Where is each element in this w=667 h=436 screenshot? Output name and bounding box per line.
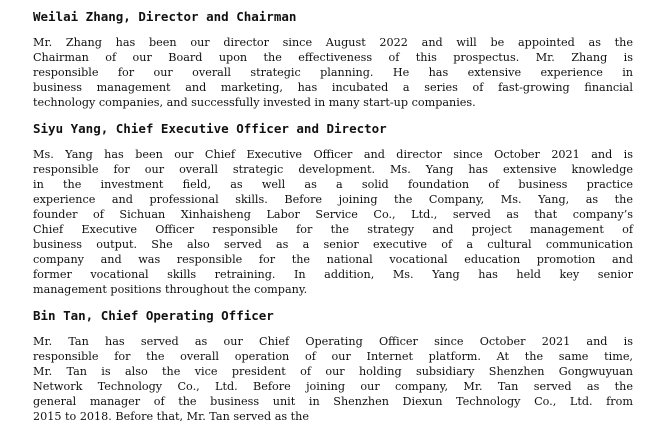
paragraph-line: Mr. Tan has served as our Chief Operating Officer since October 2021 and is <box>33 335 633 348</box>
paragraph-line: Mr. Zhang has been our director since August 2022 and will be appointed as the <box>33 36 633 49</box>
bio-paragraph <box>33 147 633 297</box>
paragraph-line: founder of Sichuan Xinhaisheng Labor Service Co., Ltd., served as that company’s <box>33 208 633 221</box>
section-heading: Siyu Yang, Chief Executive Officer and Director <box>33 121 387 136</box>
paragraph-line: in the investment field, as well as a solid foundation of business practice <box>33 178 633 191</box>
paragraph-line: company and was responsible for the national vocational education promotion and <box>33 253 633 266</box>
document-body <box>33 8 633 424</box>
paragraph-line: experience and professional skills. Before joining the Company, Ms. Yang, as the <box>33 193 633 206</box>
paragraph-line: Network Technology Co., Ltd. Before joining our company, Mr. Tan served as the <box>33 380 633 393</box>
paragraph-line: former vocational skills retraining. In addition, Ms. Yang has held key senior <box>33 268 633 281</box>
paragraph-line: responsible for our overall strategic development. Ms. Yang has extensive knowledge <box>33 163 633 176</box>
paragraph-line: management positions throughout the company. <box>33 283 308 296</box>
paragraph-line: responsible for the overall operation of our Internet platform. At the same time, <box>33 350 633 363</box>
paragraph-line: 2015 to 2018. Before that, Mr. Tan served as the <box>33 410 309 423</box>
paragraph-line: business output. She also served as a senior executive of a cultural communication <box>33 238 633 251</box>
paragraph-line: general manager of the business unit in Shenzhen Diexun Technology Co., Ltd. from <box>33 395 633 408</box>
paragraph-line: Ms. Yang has been our Chief Executive Officer and director since October 2021 and is <box>33 148 633 161</box>
paragraph-line: business management and marketing, has incubated a series of fast-growing financial <box>33 81 633 94</box>
section-heading: Weilai Zhang, Director and Chairman <box>33 9 297 24</box>
section-heading: Bin Tan, Chief Operating Officer <box>33 308 274 323</box>
bio-section-weilai-zhang <box>33 8 633 110</box>
paragraph-line: technology companies, and successfully invested in many start-up companies. <box>33 96 476 109</box>
paragraph-line: Chief Executive Officer responsible for the strategy and project management of <box>33 223 633 236</box>
paragraph-line: Chairman of our Board upon the effectiveness of this prospectus. Mr. Zhang is <box>33 51 633 64</box>
paragraph-line: Mr. Tan is also the vice president of our holding subsidiary Shenzhen Gongwuyuan <box>33 365 633 378</box>
bio-section-bin-tan <box>33 307 633 424</box>
bio-paragraph <box>33 35 633 110</box>
paragraph-line: responsible for our overall strategic planning. He has extensive experience in <box>33 66 633 79</box>
bio-paragraph <box>33 334 633 424</box>
bio-section-siyu-yang <box>33 120 633 297</box>
